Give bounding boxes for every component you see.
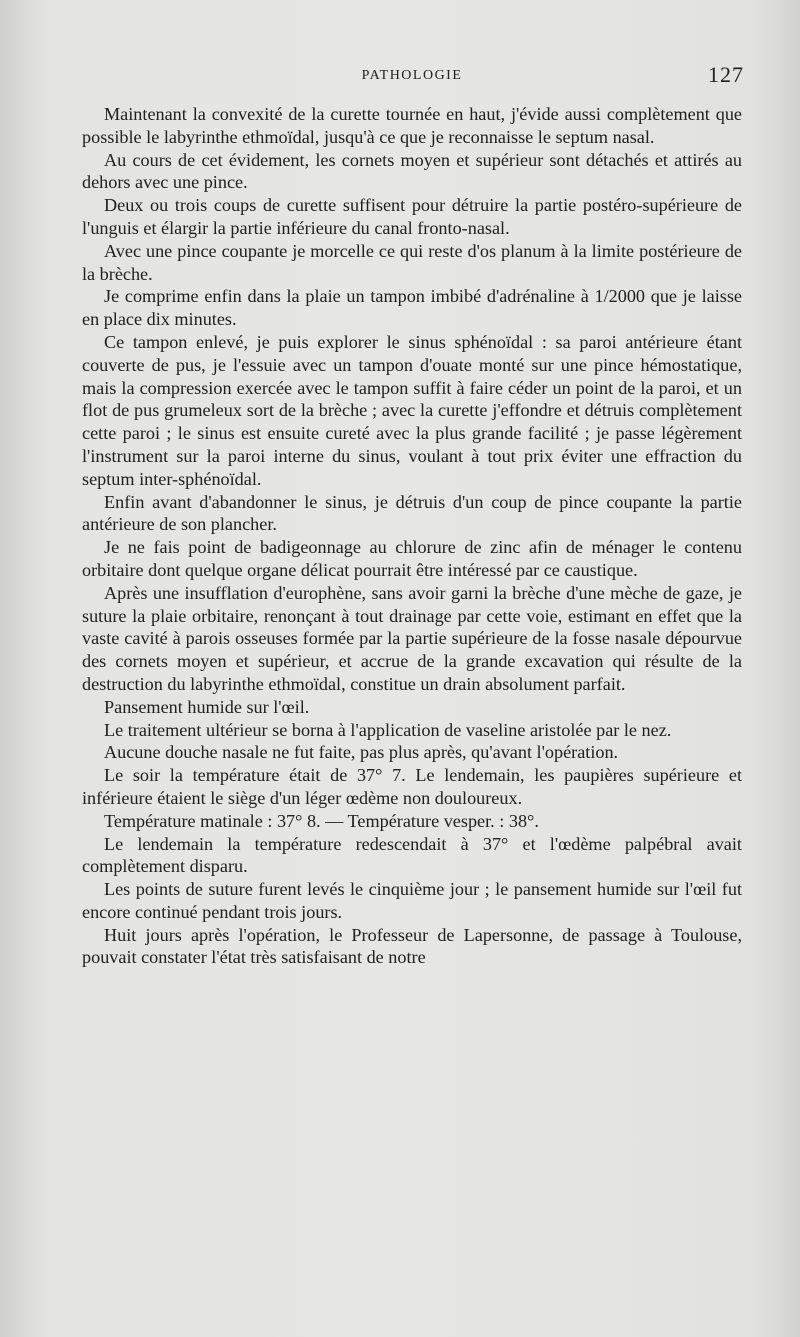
paragraph-10: Pansement humide sur l'œil. [104,696,310,717]
paragraph-7: Enfin avant d'abandonner le sinus, je détruis d'un coup de pince coupante la partie antérieure de son plancher. [82,491,742,535]
paragraph-1: Maintenant la convexité de la curette tournée en haut, j'évide aussi complètement que possible le labyrinthe ethmoïdal, jusqu'à ce que je reconnaisse le septum nasal. [82,104,742,147]
page-number: 127 [708,62,744,87]
paragraph-17: Huit jours après l'opération, le Professeur de Lapersonne, de passage à Toulouse, pouvait constater l'état très satisfaisant de notre [82,924,742,968]
body-text [82,103,742,969]
paragraph-13: Le soir la température était de 37° 7. Le lendemain, les paupières supérieure et inférieure étaient le siège d'un léger œdème non douloureux. [82,765,742,808]
paragraph-14: Température matinale : 37° 8. — Température vesper. : 38°. [104,810,539,831]
running-head: PATHOLOGIE [361,68,463,83]
paragraph-3: Deux ou trois coups de curette suffisent pour détruire la partie postéro-supérieure de l'unguis et élargir la partie inférieure du canal fronto-nasal. [82,195,742,238]
paragraph-4: Avec une pince coupante je morcelle ce qui reste d'os planum à la limite postérieure de la brèche. [82,240,742,284]
paragraph-5: Je comprime enfin dans la plaie un tampon imbibé d'adrénaline à 1/2000 que je laisse en place dix minutes. [82,286,742,330]
paragraph-9: Après une insufflation d'europhène, sans avoir garni la brèche d'une mèche de gaze, je suture la plaie orbitaire, renonçant à tout drainage par cette voie, estimant en effet que la vaste cavité à parois osseuses formée par la partie supérieure de la fosse nasale dépourvue des cornets moyen et supérieur, et accrue de la grande excavation qui résulte de la destruction du labyrinthe ethmoïdal, constitue un drain absolument parfait. [82,582,742,694]
paragraph-11: Le traitement ultérieur se borna à l'application de vaseline aristolée par le nez. [104,719,672,740]
paragraph-15: Le lendemain la température redescendait à 37° et l'œdème palpébral avait complètement disparu. [82,833,742,877]
paragraph-16: Les points de suture furent levés le cinquième jour ; le pansement humide sur l'œil fut encore continué pendant trois jours. [82,879,742,922]
paragraph-2: Au cours de cet évidement, les cornets moyen et supérieur sont détachés et attirés au dehors avec une pince. [82,149,742,193]
paragraph-6: Ce tampon enlevé, je puis explorer le sinus sphénoïdal : sa paroi antérieure étant couverte de pus, je l'essuie avec un tampon d'ouate monté sur une pince hémostatique, mais la compression exercée avec le tampon suffit à faire céder un point de la paroi, et un flot de pus grumeleux sort de la brèche ; avec la curette j'effondre et détruis complètement cette paroi ; le sinus est ensuite cureté avec la plus grande facilité ; je passe légèrement l'instrument sur la paroi interne du sinus, voulant à tout prix éviter une effraction du septum inter-sphénoïdal. [82,331,742,489]
paragraph-12: Aucune douche nasale ne fut faite, pas plus après, qu'avant l'opération. [104,742,619,763]
page-header [80,62,744,94]
paragraph-8: Je ne fais point de badigeonnage au chlorure de zinc afin de ménager le contenu orbitaire dont quelque organe délicat pourrait être intéressé par ce caustique. [82,537,742,580]
